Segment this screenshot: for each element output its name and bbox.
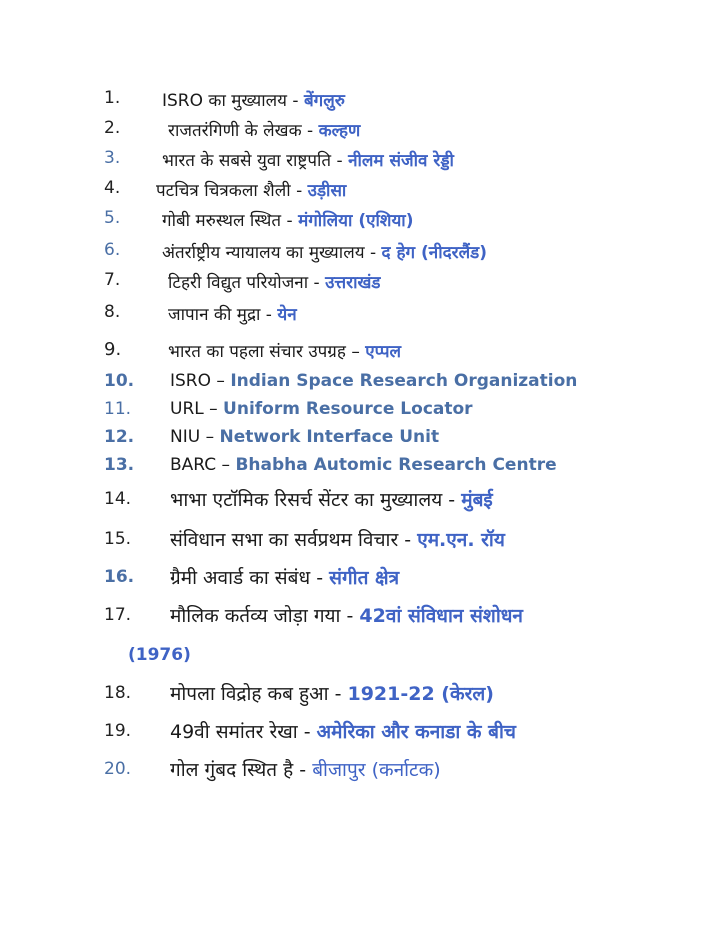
item-answer: 1921-22 (केरल) [347,683,494,705]
item-number: 11. [104,399,132,419]
item-number: 8. [104,302,121,322]
item-answer: उत्तराखंड [325,273,381,293]
item-number: 17. [104,605,132,625]
item-answer: बीजापुर (कर्नाटक) [312,759,441,781]
item-number: 19. [104,721,132,741]
item-question: NIU – [170,427,220,447]
item-number: 20. [104,759,132,779]
item-answer: उड़ीसा [307,181,347,201]
item-answer: एप्पल [365,342,402,362]
item-answer-continuation: (1976) [128,645,191,665]
item-question: मोपला विद्रोह कब हुआ - [170,683,348,705]
item-number: 5. [104,208,121,228]
item-number: 1. [104,88,121,108]
item-number: 7. [104,270,121,290]
item-number: 12. [104,427,135,447]
item-answer: मंगोलिया (एशिया) [298,211,414,231]
item-question: भाभा एटॉमिक रिसर्च सेंटर का मुख्यालय - [170,489,462,511]
item-answer: 42वां संविधान संशोधन [359,605,523,627]
item-question: ग्रैमी अवार्ड का संबंध - [170,567,330,589]
item-answer: अमेरिका और कनाडा के बीच [316,721,516,743]
item-question: भारत के सबसे युवा राष्ट्रपति - [162,151,349,171]
item-number: 2. [104,118,121,138]
item-answer: Bhabha Automic Research Centre [235,455,557,475]
item-number: 6. [104,240,121,260]
item-number: 10. [104,371,135,391]
item-number: 13. [104,455,135,475]
item-question: गोबी मरुस्थल स्थित - [162,211,299,231]
item-number: 16. [104,567,135,587]
item-question: राजतरंगिणी के लेखक - [168,121,319,141]
item-question: अंतर्राष्ट्रीय न्यायालय का मुख्यालय - [162,243,382,263]
item-question: भारत का पहला संचार उपग्रह – [168,342,366,362]
item-question: पटचित्र चित्रकला शैली - [156,181,308,201]
item-number: 3. [104,148,121,168]
item-question: जापान की मुद्रा - [168,305,278,325]
item-question: URL – [170,399,224,419]
item-answer: Network Interface Unit [219,427,440,447]
item-number: 14. [104,489,132,509]
item-number: 15. [104,529,132,549]
item-question: BARC – [170,455,236,475]
item-answer: एम.एन. रॉय [417,529,505,551]
item-question: मौलिक कर्तव्य जोड़ा गया - [170,605,360,627]
item-question: गोल गुंबद स्थित है - [170,759,313,781]
item-number: 4. [104,178,121,198]
item-question: टिहरी विद्युत परियोजना - [168,273,326,293]
item-answer: द हेग (नीदरलैंड) [381,243,487,263]
item-number: 9. [104,339,122,360]
item-answer: Indian Space Research Organization [230,371,578,391]
item-question: ISRO – [170,371,231,391]
item-question: 49वी समांतर रेखा - [170,721,317,743]
item-answer: बेंगलुरु [303,91,345,111]
item-answer: नीलम संजीव रेड्डी [348,151,454,171]
item-answer: कल्हण [318,121,361,141]
item-question: संविधान सभा का सर्वप्रथम विचार - [170,529,418,551]
item-answer: संगीत क्षेत्र [329,567,400,589]
item-answer: मुंबई [461,489,493,511]
item-question: ISRO का मुख्यालय - [162,91,304,111]
item-answer: येन [277,305,297,325]
item-answer: Uniform Resource Locator [223,399,473,419]
item-number: 18. [104,683,132,703]
